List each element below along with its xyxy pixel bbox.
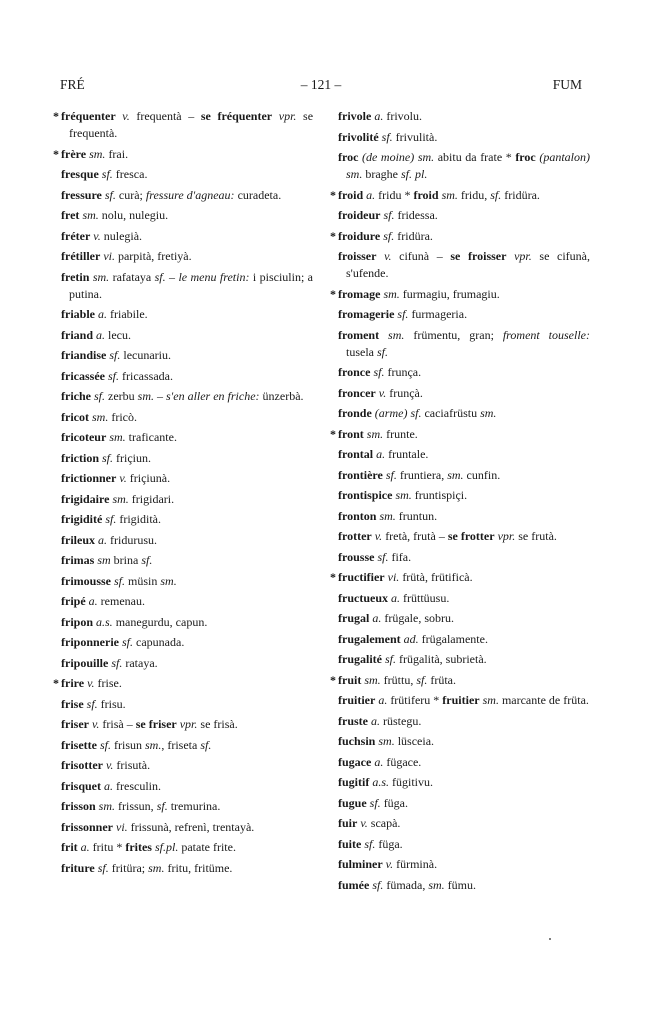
dictionary-entry [55,573,313,590]
entry-text: fréquenter v. frequentà – se fréquenter vpr. se frequentà. [61,109,314,140]
dictionary-entry [55,207,313,224]
right-column [332,108,590,897]
dictionary-entry [55,839,313,856]
entry-text: frivole a. frivolu. [338,109,422,123]
dictionary-entry [55,470,313,487]
entry-text: friandise sf. lecunariu. [61,348,172,362]
dictionary-entry [55,675,313,692]
entry-text: frisson sm. frissun, sf. tremurina. [61,799,221,813]
entry-text: fuchsin sm. lüsceia. [338,734,435,748]
entry-text: froid a. fridu * froid sm. fridu, sf. fridüra. [338,187,540,202]
dictionary-entry [55,429,313,446]
dictionary-entry [55,552,313,569]
entry-text: fuir v. scapà. [338,816,401,830]
entry-text: frigidaire sm. frigidari. [61,491,175,506]
asterisk-marker: * [330,228,336,243]
dictionary-entry [332,207,590,224]
asterisk-marker: * [330,672,336,687]
dictionary-entry [55,532,313,549]
entry-text: friser v. frisà – se friser vpr. se frisà. [61,717,238,731]
entry-text: frictionner v. friçiunà. [61,471,171,485]
entry-text: fronce sf. frunça. [338,365,422,379]
entry-text: froc (de moine) sm. abitu da frate * froc (pantalon) sm. braghe sf. pl. [338,150,590,181]
dictionary-entry [332,795,590,812]
entry-text: fripon a.s. manegurdu, capun. [61,614,208,629]
asterisk-marker: * [330,570,336,584]
dictionary-entry [332,248,590,282]
entry-text: froncer v. frunçà. [338,385,423,400]
dictionary-entry [332,549,590,566]
dictionary-entry [332,836,590,853]
entry-text: fressure sf. curà; fressure d'agneau: curadeta. [61,187,282,202]
dictionary-entry [55,409,313,426]
dictionary-entry [55,248,313,265]
dictionary-entry [55,696,313,713]
dictionary-entry [55,798,313,815]
entry-text: fronde (arme) sf. caciafrüstu sm. [338,406,497,420]
dictionary-entry [55,655,313,672]
entry-text: fruit sm. früttu, sf. früta. [338,672,457,687]
dictionary-entry [55,491,313,508]
dictionary-entry [55,819,313,836]
dictionary-entry [55,450,313,467]
entry-text: fricassée sf. fricassada. [61,368,173,383]
entry-text: frugalement ad. frügalamente. [338,631,488,646]
entry-text: frétiller vi. parpità, fretiyà. [61,249,192,263]
entry-text: froisser v. cifunà – se froisser vpr. se cifunà, s'ufende. [338,249,591,280]
dictionary-entry [332,405,590,422]
header-first-word: FRÉ [60,77,85,92]
entry-text: friand a. lecu. [61,327,132,342]
entry-text: froidure sf. fridüra. [338,228,433,243]
asterisk-marker: * [53,146,59,161]
entry-text: fresque sf. fresca. [61,167,148,181]
speck [549,938,551,940]
entry-text: fricot sm. fricò. [61,409,137,424]
entry-text: friponnerie sf. capunada. [61,635,185,649]
entry-text: froment sm. frümentu, gran; froment touselle: tusela sf. [338,327,590,359]
entry-text: fugitif a.s. fügitivu. [338,775,434,789]
dictionary-entry [332,590,590,607]
entry-text: frissonner vi. frissunà, refrenì, trentayà. [61,819,255,834]
dictionary-entry [332,508,590,525]
dictionary-entry [55,269,313,303]
dictionary-entry [332,426,590,443]
left-column [55,108,313,880]
dictionary-entry [55,614,313,631]
dictionary-entry [332,446,590,463]
entry-text: frousse sf. fifa. [338,549,412,564]
entry-text: fructueux a. früttüusu. [338,590,450,605]
dictionary-entry [332,631,590,648]
entry-text: fret sm. nolu, nulegiu. [61,208,169,222]
dictionary-entry [332,856,590,873]
entry-text: froideur sf. fridessa. [338,208,438,222]
entry-text: friche sf. zerbu sm. – s'en aller en friche: ünzerbà. [61,389,304,403]
entry-text: fugue sf. füga. [338,795,409,810]
dictionary-entry [332,108,590,125]
entry-text: frisette sf. frisun sm., friseta sf. [61,737,212,752]
entry-text: frotter v. fretà, frutà – se frotter vpr. se frutà. [338,529,557,543]
dictionary-entry [55,511,313,528]
dictionary-entry [55,757,313,774]
entry-text: frit a. fritu * frites sf.pl. patate frite. [61,840,236,854]
entry-text: fulminer v. fürminà. [338,857,438,871]
dictionary-entry [55,716,313,733]
dictionary-entry [55,166,313,183]
dictionary-entry [332,487,590,504]
entry-text: frontispice sm. fruntispiçi. [338,488,468,502]
entry-text: friture sf. fritüra; sm. fritu, fritüme. [61,860,233,875]
dictionary-entry [332,713,590,730]
dictionary-entry [332,610,590,627]
dictionary-entry [332,774,590,791]
dictionary-entry [332,672,590,689]
dictionary-entry [332,306,590,323]
entry-text: fretin sm. rafataya sf. – le menu fretin: i pisciulin; a putina. [61,269,314,301]
entry-text: fromage sm. furmagiu, frumagiu. [338,286,500,301]
entry-text: front sm. frunte. [338,426,418,441]
asterisk-marker: * [330,426,336,441]
entry-text: fricoteur sm. traficante. [61,430,177,444]
entry-text: fructifier vi. frütà, frütificà. [338,570,473,584]
entry-text: frigidité sf. frigidità. [61,512,161,526]
dictionary-entry [55,306,313,323]
entry-text: fumée sf. fümada, sm. fümu. [338,877,477,892]
entry-text: frisotter v. frisutà. [61,758,151,772]
dictionary-entry [332,877,590,894]
page-number: – 121 – [300,77,342,92]
dictionary-entry [55,187,313,204]
dictionary-entry [332,692,590,709]
dictionary-entry [332,733,590,750]
dictionary-entry [332,129,590,146]
dictionary-entry [332,149,590,183]
entry-text: frileux a. fridurusu. [61,532,157,547]
asterisk-marker: * [53,109,59,123]
dictionary-entry [55,146,313,163]
header-last-word: FUM [552,77,582,92]
dictionary-entry [332,815,590,832]
entry-text: fréter v. nulegià. [61,228,143,243]
entry-text: frire v. frise. [61,676,122,690]
dictionary-entry [332,327,590,361]
dictionary-entry [332,364,590,381]
entry-text: fripé a. remenau. [61,594,145,608]
dictionary-entry [55,228,313,245]
dictionary-entry [332,651,590,668]
entry-text: frère sm. frai. [61,146,129,161]
entry-text: friction sf. friçiun. [61,450,152,465]
running-header [60,77,582,97]
entry-text: frugalité sf. frügalità, subrietà. [338,652,487,666]
entry-text: fromagerie sf. furmageria. [338,307,468,321]
dictionary-entry [55,368,313,385]
dictionary-entry [332,187,590,204]
entry-text: frontière sf. fruntiera, sm. cunfin. [338,467,501,482]
dictionary-entry [332,228,590,245]
asterisk-marker: * [330,286,336,301]
entry-text: fruste a. rüstegu. [338,713,422,728]
dictionary-entry [332,754,590,771]
dictionary-entry [55,737,313,754]
dictionary-entry [55,108,313,142]
entry-text: fruitier a. frütiferu * fruitier sm. marcante de früta. [338,693,589,707]
entry-text: fugace a. fügace. [338,754,422,769]
dictionary-entry [55,860,313,877]
entry-text: frivolité sf. frivulità. [338,129,438,144]
entry-text: frontal a. fruntale. [338,447,429,461]
entry-text: frisquet a. fresculin. [61,778,161,793]
entry-text: frugal a. frügale, sobru. [338,611,454,625]
dictionary-entry [55,347,313,364]
asterisk-marker: * [53,676,59,690]
asterisk-marker: * [330,187,336,202]
dictionary-entry [55,327,313,344]
entry-text: friable a. friabile. [61,307,148,321]
dictionary-entry [332,569,590,586]
entry-text: frise sf. frisu. [61,696,126,711]
dictionary-entry [332,385,590,402]
dictionary-entry [55,388,313,405]
dictionary-entry [55,593,313,610]
dictionary-entry [332,286,590,303]
entry-text: fronton sm. fruntun. [338,508,438,523]
entry-text: frimas sm brina sf. [61,553,153,567]
dictionary-entry [55,634,313,651]
dictionary-entry [332,467,590,484]
entry-text: frimousse sf. müsin sm. [61,573,177,588]
entry-text: fripouille sf. rataya. [61,655,158,670]
dictionary-entry [332,528,590,545]
entry-text: fuite sf. füga. [338,836,403,851]
dictionary-entry [55,778,313,795]
